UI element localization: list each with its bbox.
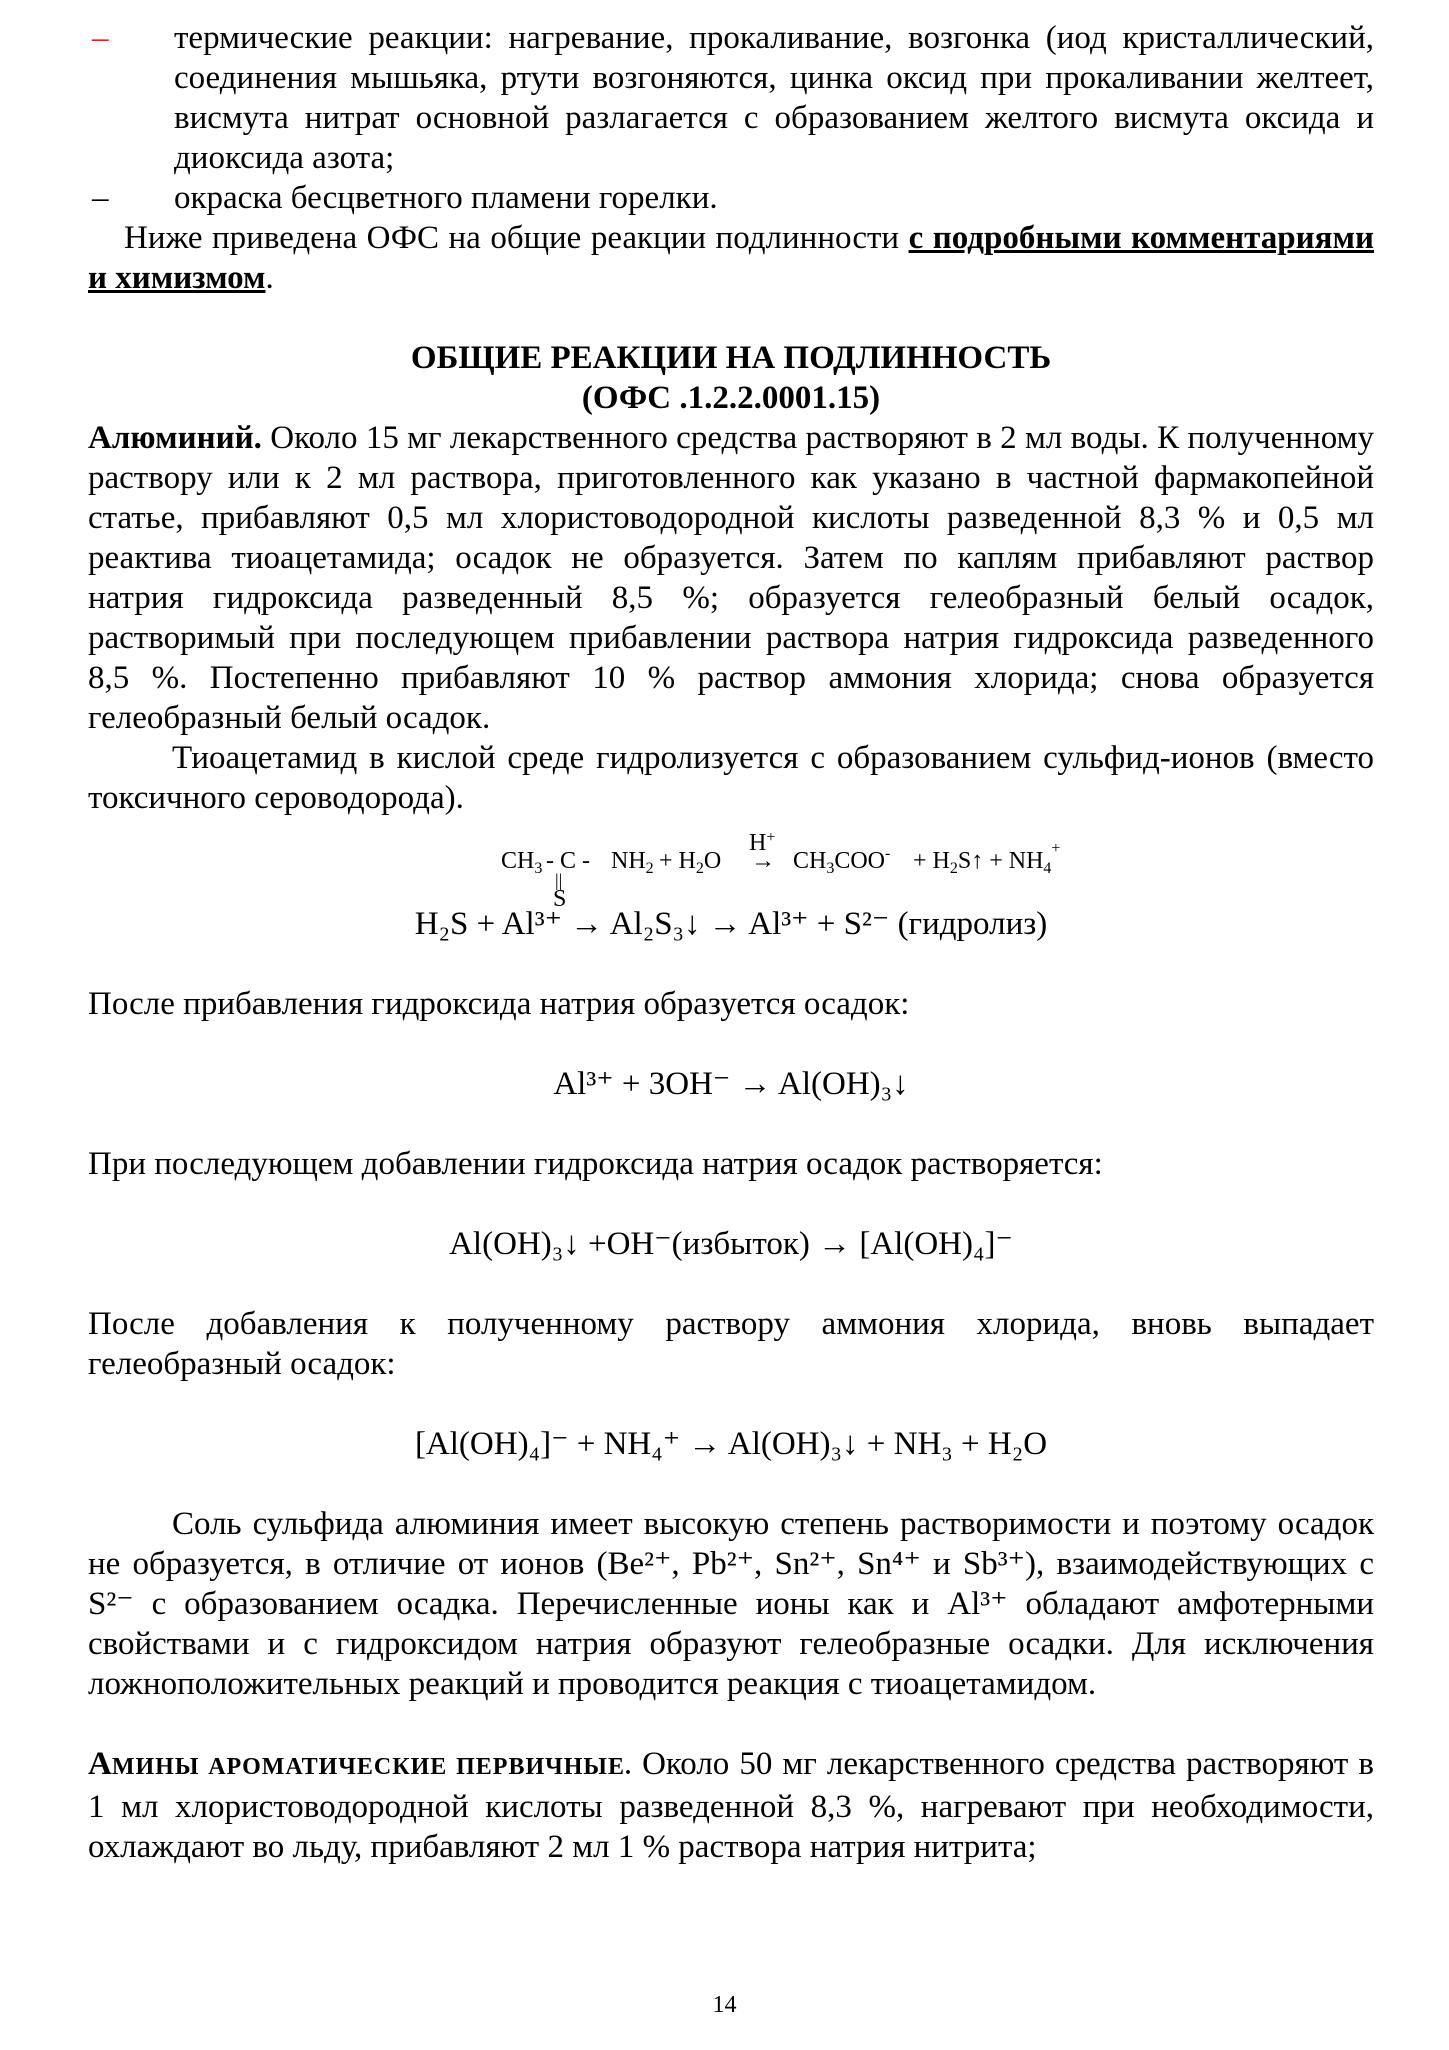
list-item-text: окраска бесцветного пламени горелки. bbox=[174, 180, 718, 216]
dash-marker: – bbox=[92, 20, 109, 56]
intro-paragraph bbox=[88, 218, 1374, 298]
equation-3: Al(OH)₃↓ +OH⁻(избыток) → [Al(OH)₄]⁻ bbox=[449, 1226, 1013, 1262]
list-item bbox=[88, 18, 1374, 178]
list-item-text: термические реакции: нагревание, прокаливание, возгонка (иод кристаллический, соединения мышьяка, ртути возгоняются, цинка оксид при прокаливании желтеет, висмута нитрат основной разлагается с образованием желтого висмута оксида и диоксида азота; bbox=[174, 20, 1374, 176]
sulfide-paragraph: Соль сульфида алюминия имеет высокую степень растворимости и поэтому осадок не образуется, в отличие от ионов (Be²⁺, Pb²⁺, Sn²⁺, Sn⁴⁺ и Sb³⁺), взаимодействующих с S²⁻ с образованием осадка. Перечисленные ионы как и Al³⁺ обладают амфотерными свойствами и с гидроксидом натрия образуют гелеобразные осадки. Для исключения ложноположительных реакций и проводится реакция с тиоацетамидом. bbox=[88, 1506, 1374, 1702]
eq-nh2: NH bbox=[611, 848, 646, 874]
svg-text:+ H2S↑ + NH4+: + $H_2S↑ + NH_4^+$ bbox=[913, 840, 1061, 877]
equation-image bbox=[421, 829, 1061, 912]
list-item bbox=[88, 178, 1374, 218]
eq-acetate: CH bbox=[793, 848, 827, 874]
svg-text:+ H2O: + $H_2O$ bbox=[659, 848, 722, 877]
thioacetamide-hydrolysis-equation bbox=[88, 829, 1374, 912]
equation-4: [Al(OH)₄]⁻ + NH₄⁺ → Al(OH)₃↓ + NH₃ + H₂O bbox=[414, 1426, 1048, 1462]
dash-marker: – bbox=[92, 180, 109, 216]
svg-text:CH3COO-: $CH_3COO^-$ bbox=[793, 845, 891, 877]
eq-sulfur: S bbox=[553, 886, 567, 912]
eq-arrow: → bbox=[751, 848, 775, 874]
naoh-paragraph: После прибавления гидроксида натрия образуется осадок: bbox=[88, 986, 910, 1022]
intro-text: Ниже приведена ОФС на общие реакции подлинности bbox=[124, 220, 909, 256]
thioacetamide-paragraph: Тиоацетамид в кислой среде гидролизуется с образованием сульфид-ионов (вместо токсичного сероводорода). bbox=[88, 740, 1374, 816]
equation-1: H₂S + Al³⁺ → Al₂S₃↓ → Al³⁺ + S²⁻ (гидролиз) bbox=[414, 906, 1048, 942]
page-content bbox=[88, 18, 1374, 1867]
eq-ch3: CH bbox=[501, 848, 535, 874]
aluminum-paragraph bbox=[88, 418, 1374, 738]
eq-carbon: - C - bbox=[546, 848, 590, 874]
aluminum-text: Около 15 мг лекарственного средства растворяют в 2 мл воды. К полученному раствору или к 2 мл раствора, приготовленного как указано в частной фармакопейной статье, прибавляют 0,5 мл хлористоводородной кислоты разведенной 8,3 % и 0,5 мл реактива тиоацетамида; осадок не образуется. Затем по каплям прибавляют раствор натрия гидроксида разведенный 8,5 %; образуется гелеобразный белый осадок, растворимый при последующем прибавлении раствора натрия гидроксида разведенного 8,5 %. Постепенно прибавляют 10 % раствор аммония хлорида; снова образуется гелеобразный белый осадок. bbox=[88, 420, 1374, 736]
aluminum-label: Алюминий. bbox=[88, 420, 262, 456]
eq-h2s: + H bbox=[913, 848, 950, 874]
section-heading: ОБЩИЕ РЕАКЦИИ НА ПОДЛИННОСТЬ bbox=[410, 340, 1052, 376]
amines-text: Около 50 мг лекарственного средства растворяют в 1 мл хлористоводородной кислоты разведенной 8,3 %, нагревают при необходимости, охлаждают во льду, прибавляют 2 мл 1 % раствора натрия нитрита; bbox=[88, 1746, 1374, 1865]
page-number: 14 bbox=[712, 1992, 737, 2018]
svg-text:NH2: $NH_2$ bbox=[611, 848, 654, 877]
amines-paragraph bbox=[88, 1744, 1374, 1867]
eq-water: + H bbox=[659, 848, 696, 874]
intro-suffix: . bbox=[265, 260, 274, 296]
section-code: (ОФС .1.2.2.0001.15) bbox=[581, 380, 881, 416]
svg-text:CH3: $CH_3$ bbox=[501, 848, 543, 877]
eq-catalyst: H bbox=[749, 830, 767, 856]
equation-2: Al³⁺ + 3OH⁻ → Al(OH)₃↓ bbox=[553, 1066, 909, 1102]
amines-label: АМИНЫ АРОМАТИЧЕСКИЕ ПЕРВИЧНЫЕ. bbox=[88, 1746, 632, 1782]
intro-emphasis: с подробными комментариями и химизмом bbox=[88, 220, 1374, 296]
nh4cl-paragraph: После добавления к полученному раствору аммония хлорида, вновь выпадает гелеобразный осадок: bbox=[88, 1306, 1374, 1382]
svg-text:H+: H+ bbox=[749, 829, 776, 856]
excess-paragraph: При последующем добавлении гидроксида натрия осадок растворяется: bbox=[88, 1146, 1103, 1182]
eq-double-bond: || bbox=[555, 870, 563, 890]
